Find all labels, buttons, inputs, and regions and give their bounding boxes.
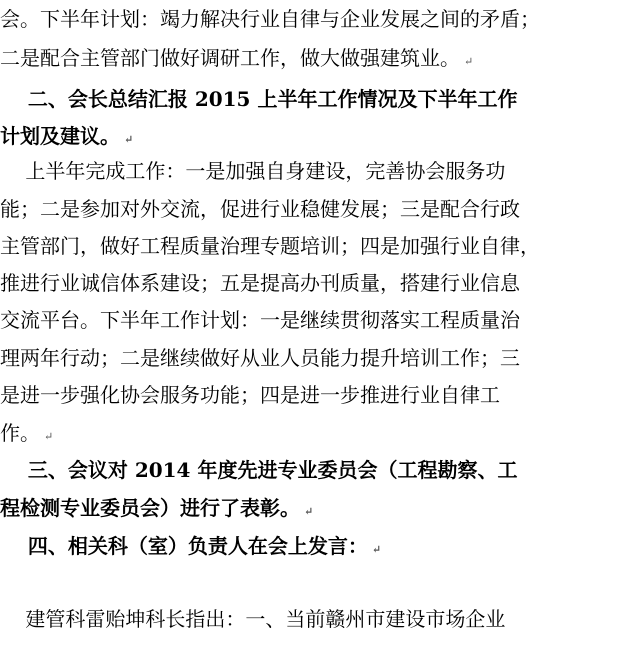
section-heading-line [0, 489, 639, 527]
text-line [0, 600, 639, 638]
section-heading-line [0, 80, 639, 118]
line-text: 能；二是参加对外交流，促进行业稳健发展；三是配合行政 [0, 197, 520, 221]
text-line [0, 264, 639, 302]
paragraph-mark-icon: ↵ [304, 505, 314, 518]
text-line [0, 39, 639, 77]
line-text: 上半年完成工作：一是加强自身建设，完善协会服务功 [0, 159, 506, 183]
line-text: 推进行业诚信体系建设；五是提高办刊质量，搭建行业信息 [0, 271, 520, 295]
text-line [0, 339, 639, 377]
line-text: 主管部门，做好工程质量治理专题培训；四是加强行业自律， [0, 234, 540, 258]
text-line [0, 227, 639, 265]
section-heading-line [0, 451, 639, 489]
paragraph-mark-icon: ↵ [124, 133, 134, 146]
line-text: 交流平台。下半年工作计划：一是继续贯彻落实工程质量治 [0, 308, 520, 332]
paragraph-mark-icon: ↵ [464, 55, 474, 68]
paragraph-mark-icon: ↵ [371, 543, 382, 556]
text-line [0, 190, 639, 228]
text-line [0, 414, 639, 452]
line-text: 程检测专业委员会）进行了表彰。 [0, 496, 300, 520]
line-text: 理两年行动；二是继续做好从业人员能力提升培训工作；三 [0, 346, 520, 370]
text-line [0, 301, 639, 339]
text-line [0, 0, 639, 38]
line-text: 二是配合主管部门做好调研工作，做大做强建筑业。 [0, 46, 460, 70]
text-line [0, 376, 639, 414]
line-text: 计划及建议。 [0, 124, 120, 148]
line-text: 是进一步强化协会服务功能；四是进一步推进行业自律工 [0, 383, 500, 407]
line-text: 建管科雷贻坤科长指出：一、当前赣州市建设市场企业 [0, 607, 506, 631]
text-line [0, 152, 639, 190]
line-text: 二、会长总结汇报 2015 上半年工作情况及下半年工作 [0, 87, 518, 111]
line-text: 三、会议对 2014 年度先进专业委员会（工程勘察、工 [0, 458, 518, 482]
line-text: 四、相关科（室）负责人在会上发言： [0, 534, 368, 558]
section-heading-line [0, 117, 639, 155]
paragraph-mark-icon: ↵ [44, 430, 54, 443]
line-text: 会。下半年计划：竭力解决行业自律与企业发展之间的矛盾； [0, 7, 540, 31]
line-text: 作。 [0, 421, 40, 445]
section-heading-line [0, 527, 639, 565]
